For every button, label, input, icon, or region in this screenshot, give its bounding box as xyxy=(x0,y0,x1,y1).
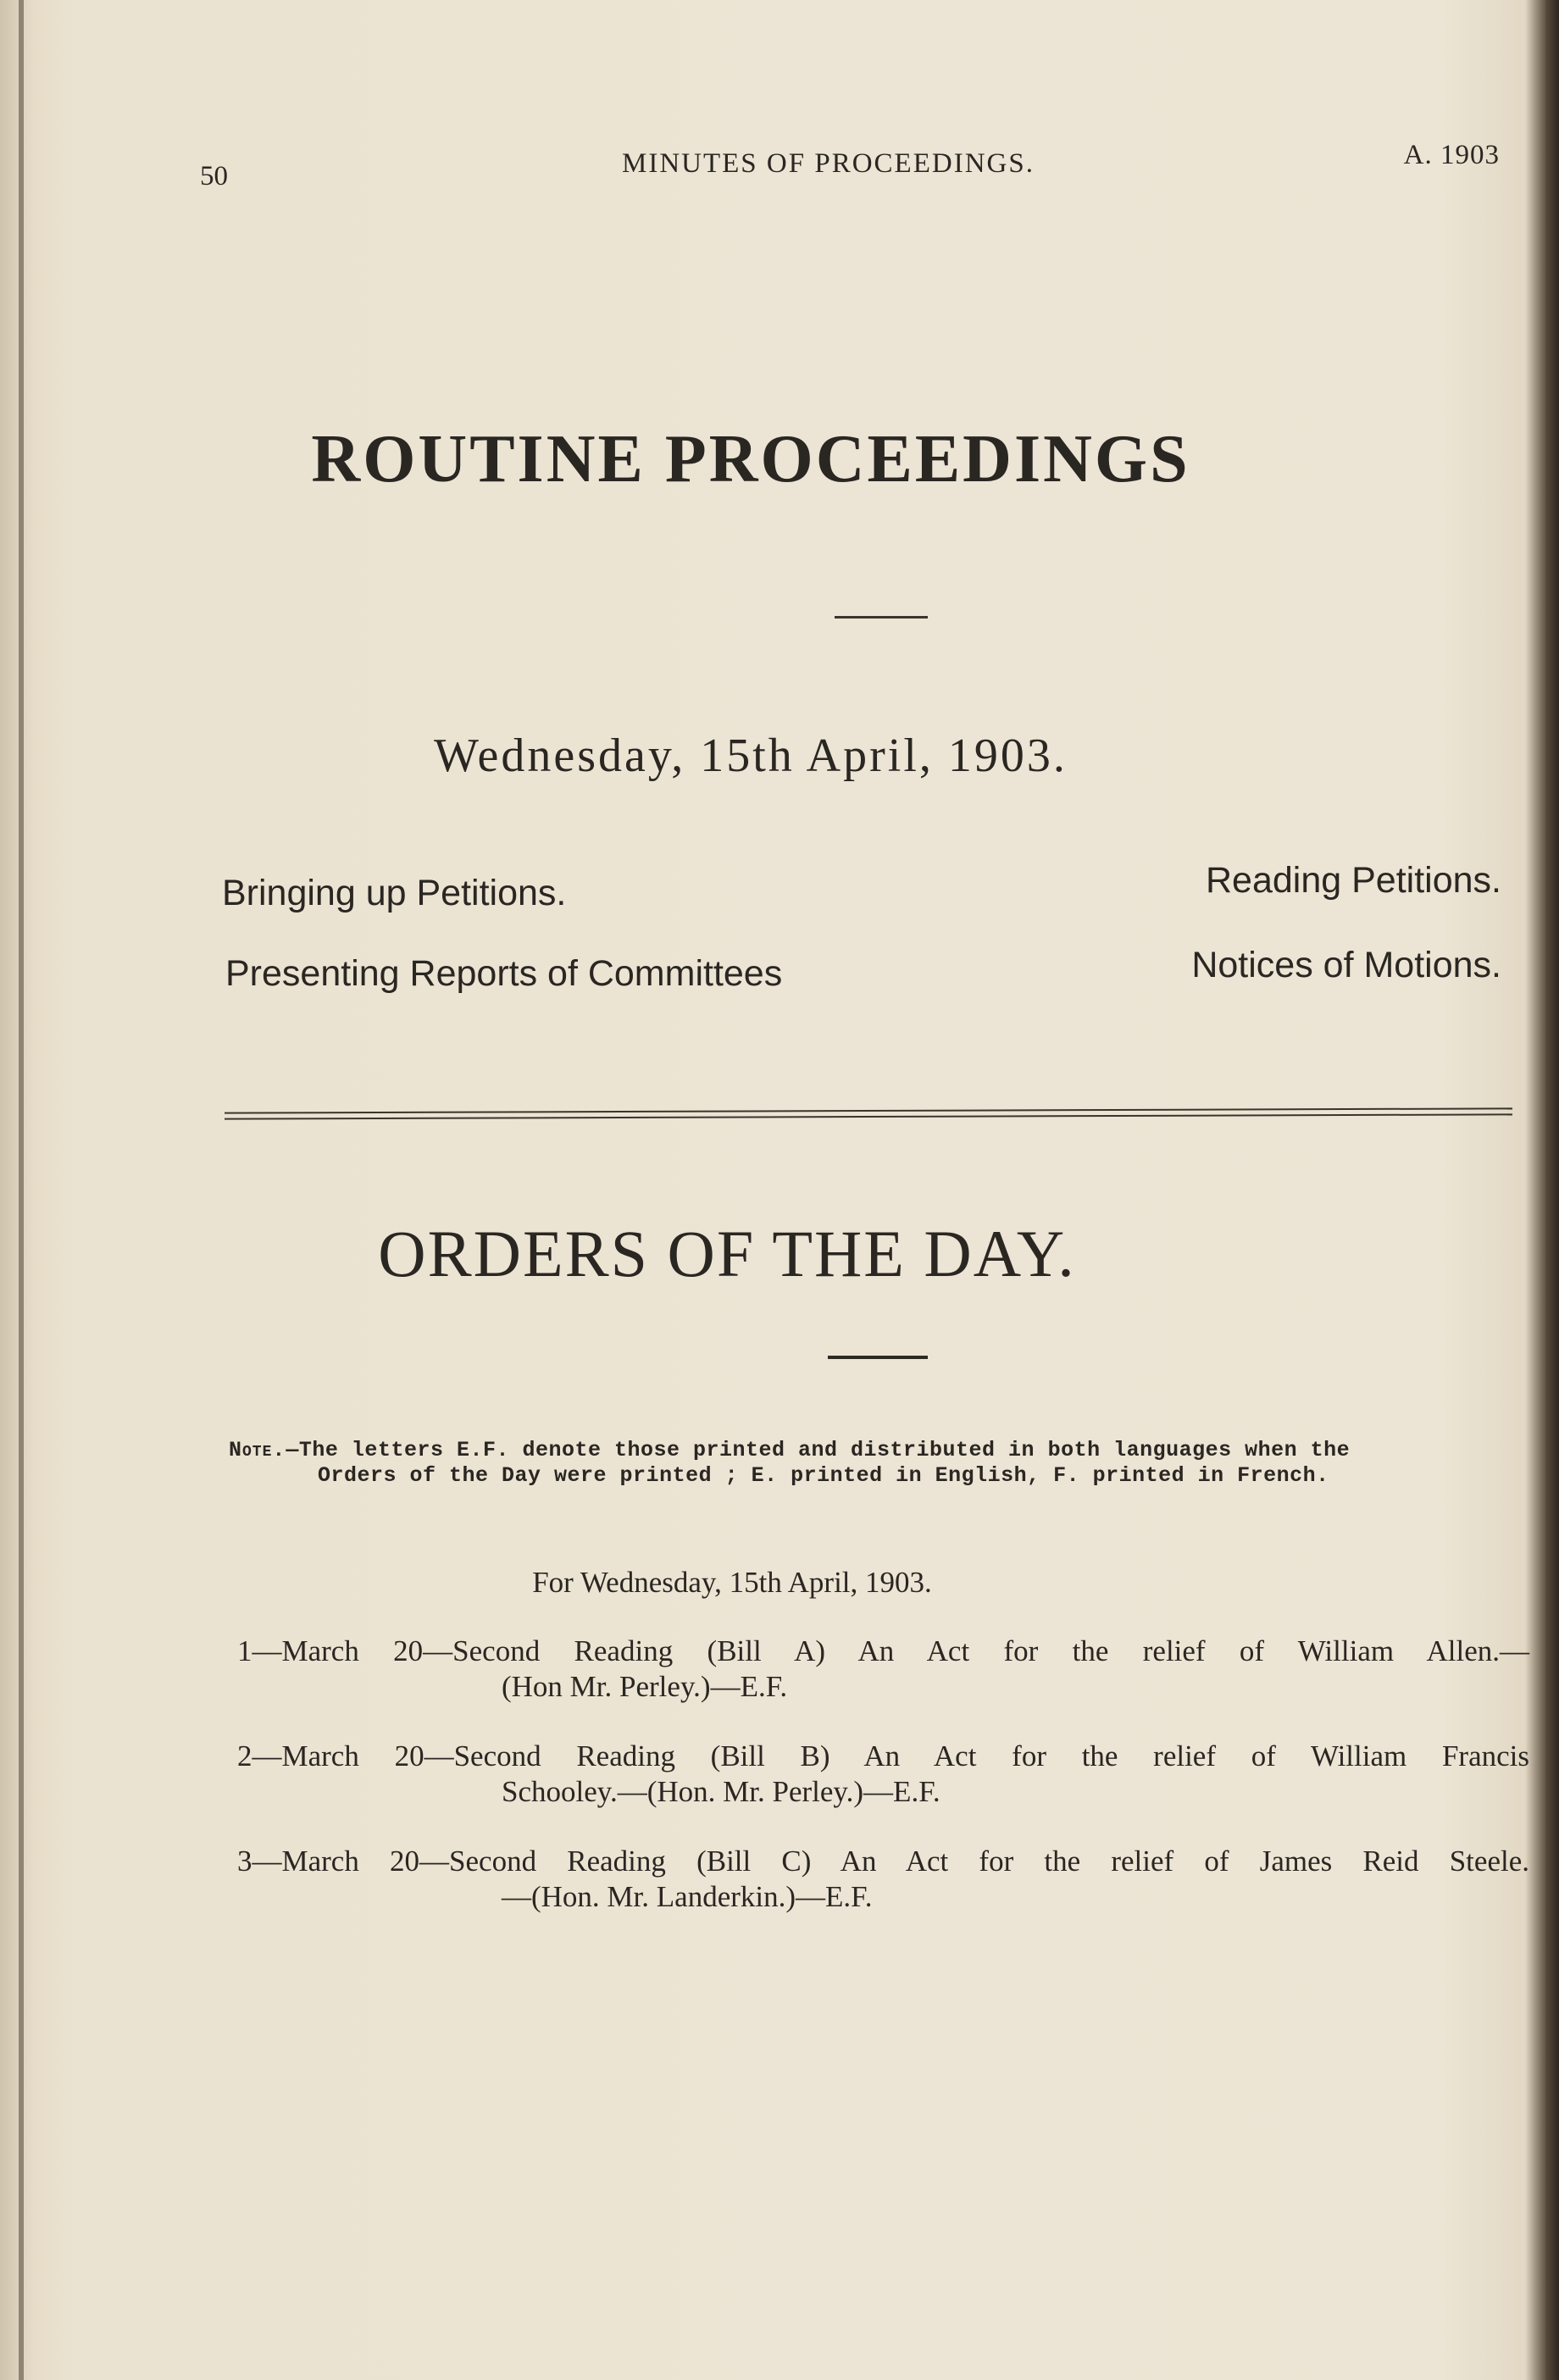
note-paragraph xyxy=(229,1438,1517,1489)
routine-item: Presenting Reports of Committees xyxy=(225,953,783,994)
page-number: 50 xyxy=(200,161,228,191)
routine-item: Reading Petitions. xyxy=(1206,860,1501,901)
divider-line xyxy=(225,1107,1512,1113)
order-entry-line2: (Hon Mr. Perley.)—E.F. xyxy=(502,1670,788,1703)
order-entry xyxy=(237,1739,1529,1810)
orders-of-the-day-heading: ORDERS OF THE DAY. xyxy=(378,1217,1076,1290)
page-header xyxy=(200,140,1500,191)
divider-short xyxy=(828,1356,928,1359)
volume-label: A. 1903 xyxy=(1403,140,1500,170)
orders-date-subheading: For Wednesday, 15th April, 1903. xyxy=(532,1566,932,1599)
divider-short xyxy=(835,616,928,619)
running-title: MINUTES OF PROCEEDINGS. xyxy=(622,148,1035,179)
order-entry-line1: 2—March 20—Second Reading (Bill B) An Act for the relief of William Francis xyxy=(237,1739,1529,1773)
order-entry-line1: 3—March 20—Second Reading (Bill C) An Act for the relief of James Reid Steele. xyxy=(237,1845,1529,1878)
note-text-line2: Orders of the Day were printed ; E. printed in English, F. printed in French. xyxy=(318,1463,1329,1488)
double-divider xyxy=(225,1110,1512,1118)
sitting-date: Wednesday, 15th April, 1903. xyxy=(434,730,1068,782)
routine-items xyxy=(222,860,1501,1004)
binding-edge xyxy=(19,0,24,2380)
note-text-line1: —The letters E.F. denote those printed and distributed in both languages when the xyxy=(286,1438,1351,1462)
order-entry-line1: 1—March 20—Second Reading (Bill A) An Act for the relief of William Allen.— xyxy=(237,1634,1529,1667)
order-entry xyxy=(237,1844,1529,1915)
order-entry-line2: Schooley.—(Hon. Mr. Perley.)—E.F. xyxy=(502,1775,940,1808)
orders-list xyxy=(237,1634,1529,1949)
divider-line xyxy=(225,1113,1512,1119)
note-label: Note. xyxy=(229,1438,286,1462)
routine-item: Bringing up Petitions. xyxy=(222,873,567,913)
routine-item: Notices of Motions. xyxy=(1191,945,1501,985)
book-spine xyxy=(1545,0,1559,2380)
order-entry xyxy=(237,1634,1529,1705)
order-entry-line2: —(Hon. Mr. Landerkin.)—E.F. xyxy=(502,1880,873,1913)
routine-proceedings-heading: ROUTINE PROCEEDINGS xyxy=(311,422,1190,497)
